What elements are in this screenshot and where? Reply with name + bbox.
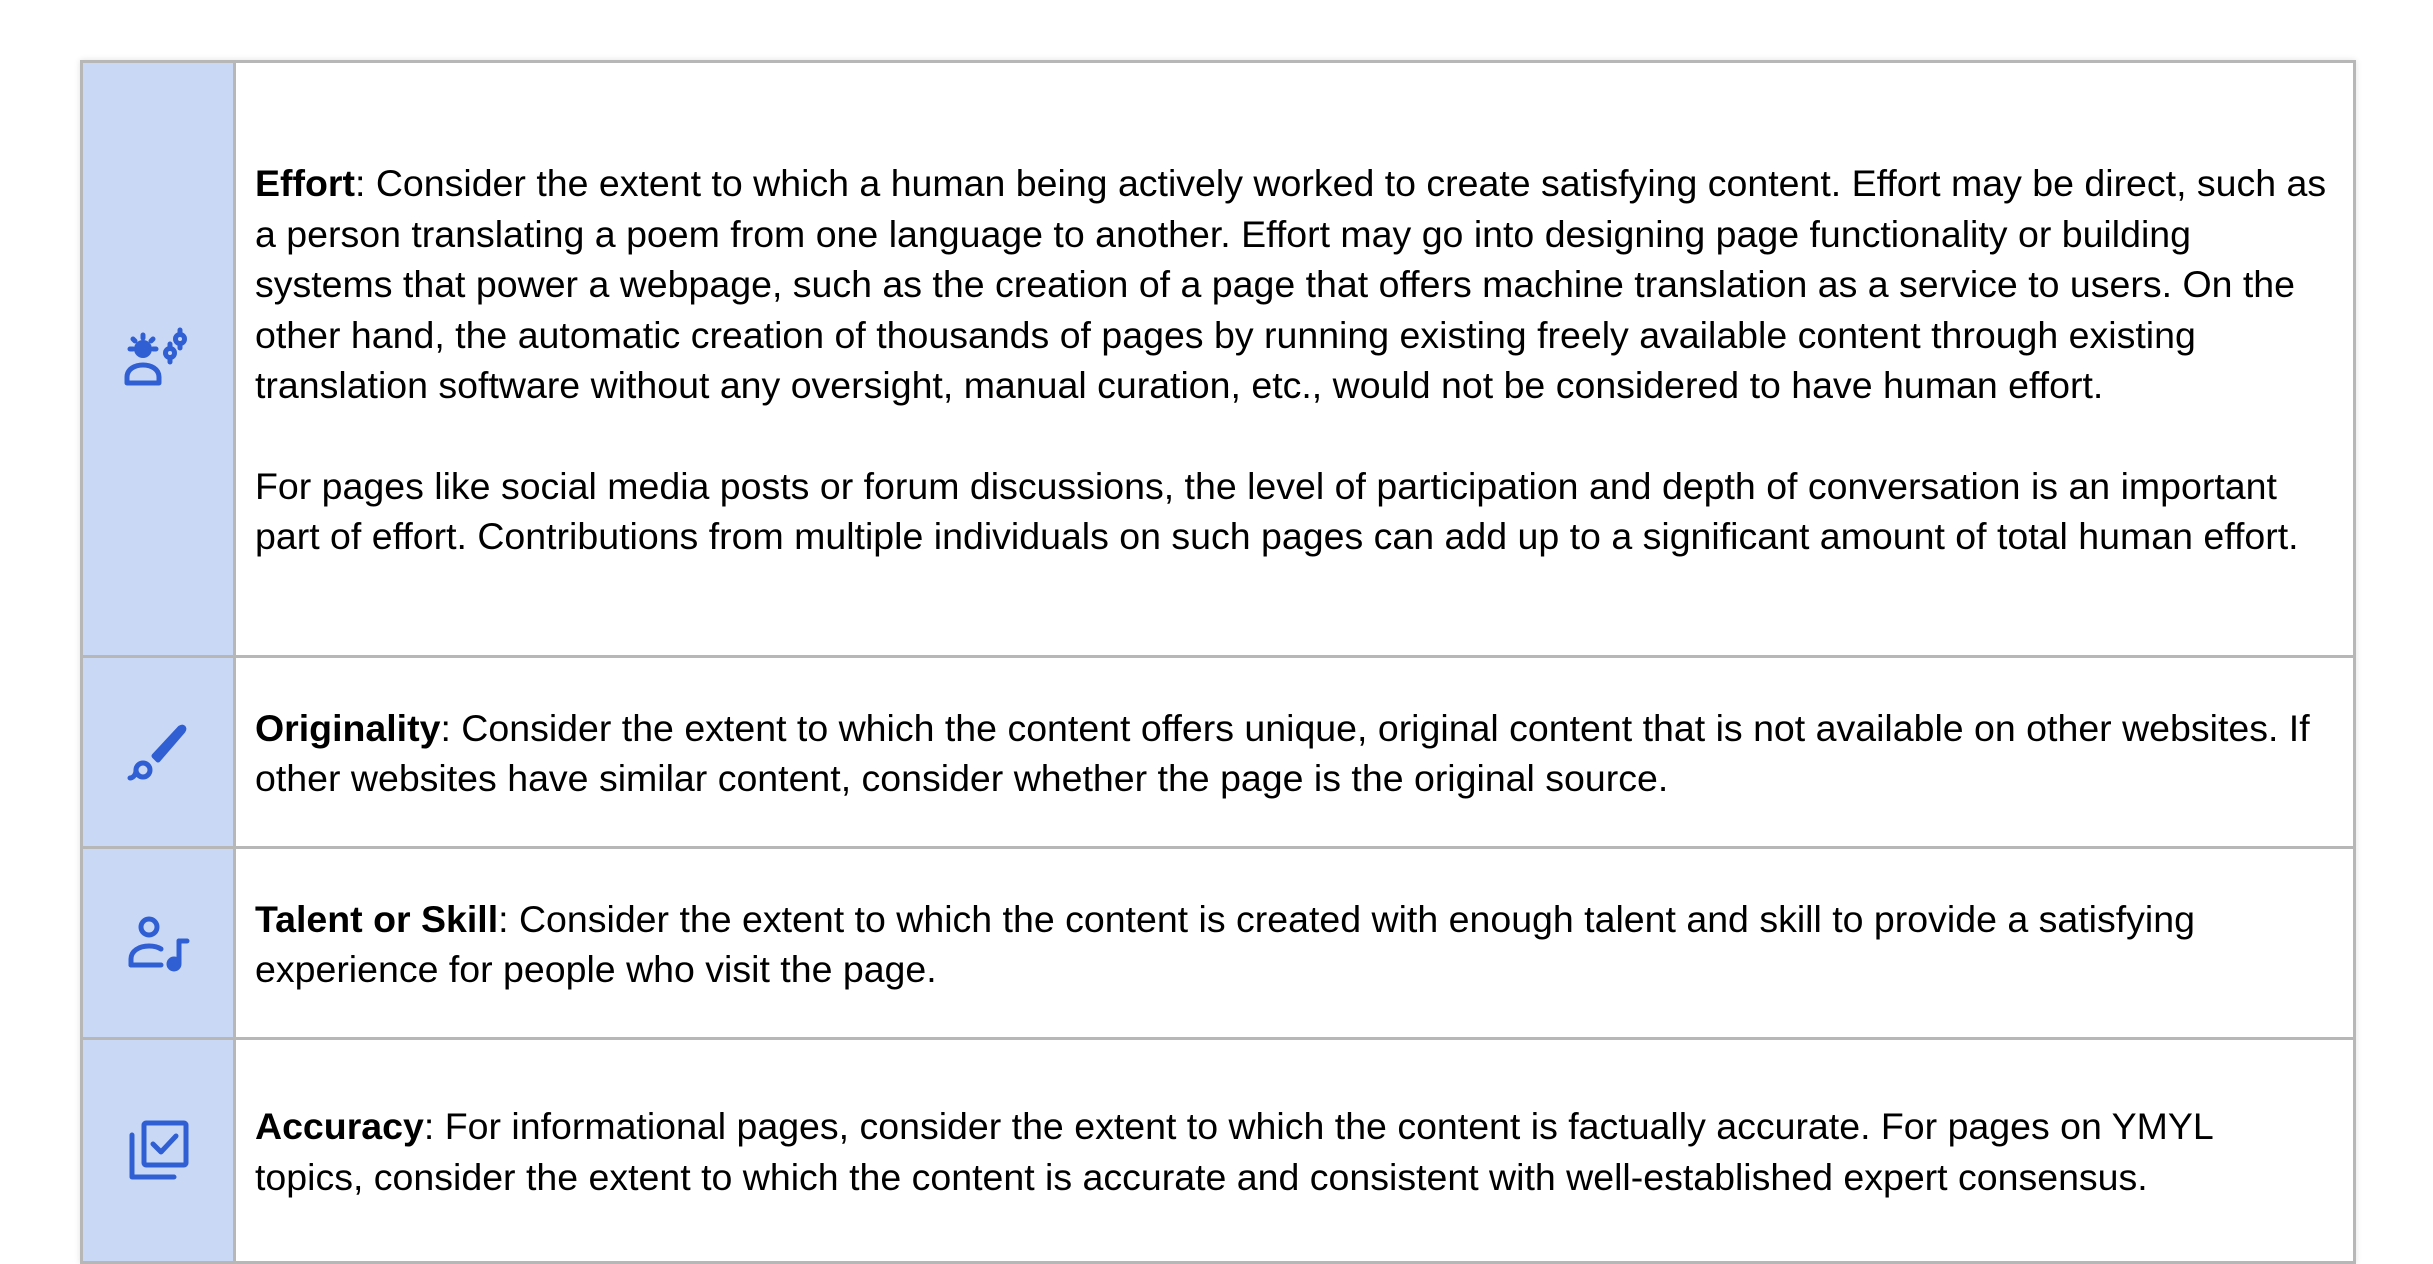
- table-row-talent: [82, 848, 2355, 1039]
- talent-text: : Consider the extent to which the content is created with enough talent and skill to provide a satisfying experience for people who visit the page.: [255, 897, 2195, 990]
- accuracy-text: : For informational pages, consider the extent to which the content is factually accurate. For pages on YMYL topics, consider the extent to which the content is accurate and consistent with well-established expert consensus.: [255, 1105, 2213, 1198]
- brush-icon: [83, 720, 233, 784]
- person-music-icon: [83, 911, 233, 975]
- icon-cell: [82, 657, 235, 848]
- accuracy-paragraph: [255, 1101, 2331, 1202]
- talent-paragraph: [255, 894, 2331, 995]
- table-row-accuracy: [82, 1039, 2355, 1263]
- talent-description: [235, 848, 2355, 1039]
- term-talent: Talent or Skill: [255, 897, 499, 940]
- originality-description: [235, 657, 2355, 848]
- person-gears-icon: [83, 327, 233, 391]
- effort-description: [235, 62, 2355, 657]
- term-effort: Effort: [255, 162, 355, 205]
- effort-paragraph-1: [255, 158, 2331, 411]
- library-add-check-icon: [83, 1119, 233, 1183]
- term-accuracy: Accuracy: [255, 1105, 424, 1147]
- originality-text: : Consider the extent to which the content offers unique, original content that is not available on other websites. If other websites have similar content, consider whether the page is the original source.: [255, 706, 2310, 799]
- originality-paragraph: [255, 703, 2331, 804]
- icon-cell: [82, 1039, 235, 1263]
- effort-paragraph-2: For pages like social media posts or forum discussions, the level of participation and depth of conversation is an important part of effort. Contributions from multiple individuals on such pages can add up to a significant amount of total human effort.: [255, 464, 2299, 558]
- icon-cell: [82, 62, 235, 657]
- table-row-effort: [82, 62, 2355, 657]
- criteria-table: [80, 60, 2356, 1264]
- icon-cell: [82, 848, 235, 1039]
- effort-text-1: : Consider the extent to which a human being actively worked to create satisfying content. Effort may be direct, such as a person translating a poem from one language to another. Effort may go into designing page functionality or building systems that power a webpage, such as the creation of a page that offers machine translation as a service to users. On the other hand, the automatic creation of thousands of pages by running existing freely available content through existing translation software without any oversight, manual curation, etc., would not be considered to have human effort.: [255, 162, 2327, 407]
- accuracy-description: [235, 1039, 2355, 1263]
- term-originality: Originality: [255, 706, 441, 749]
- table-row-originality: [82, 657, 2355, 848]
